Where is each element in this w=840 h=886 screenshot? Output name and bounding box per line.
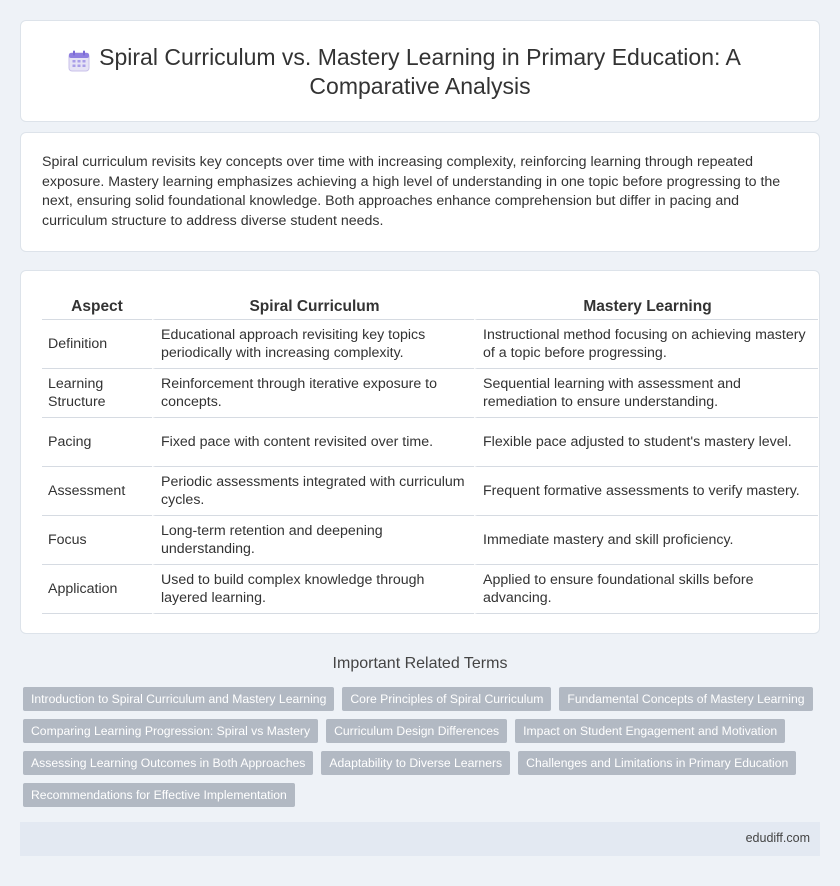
related-term-tag[interactable]: Assessing Learning Outcomes in Both Approaches	[23, 751, 313, 775]
related-terms-tags	[23, 687, 813, 815]
cell-mastery: Sequential learning with assessment and remediation to ensure understanding.	[474, 369, 818, 418]
cell-aspect: Application	[42, 565, 152, 614]
comparison-table	[42, 295, 818, 614]
tag-row	[23, 719, 813, 743]
cell-aspect: Assessment	[42, 467, 152, 516]
cell-mastery: Immediate mastery and skill proficiency.	[474, 516, 818, 565]
cell-spiral: Fixed pace with content revisited over time.	[152, 418, 474, 467]
header-mastery-learning: Mastery Learning	[474, 295, 818, 320]
header-spiral-curriculum: Spiral Curriculum	[152, 295, 474, 320]
intro-card	[20, 132, 820, 252]
header-card	[20, 20, 820, 122]
cell-mastery: Applied to ensure foundational skills before advancing.	[474, 565, 818, 614]
tag-row	[23, 783, 813, 807]
header-aspect: Aspect	[42, 295, 152, 320]
cell-spiral: Educational approach revisiting key topics periodically with increasing complexity.	[152, 320, 474, 369]
related-term-tag[interactable]: Introduction to Spiral Curriculum and Mastery Learning	[23, 687, 334, 711]
footer-site-name[interactable]: edudiff.com	[745, 831, 810, 845]
table-row	[42, 516, 818, 565]
page-title: Spiral Curriculum vs. Mastery Learning in Primary Education: A Comparative Analysis	[99, 44, 741, 99]
footer	[20, 822, 820, 856]
cell-spiral: Long-term retention and deepening understanding.	[152, 516, 474, 565]
table-row	[42, 369, 818, 418]
related-term-tag[interactable]: Recommendations for Effective Implementation	[23, 783, 295, 807]
cell-mastery: Instructional method focusing on achieving mastery of a topic before progressing.	[474, 320, 818, 369]
table-row	[42, 418, 818, 467]
cell-mastery: Flexible pace adjusted to student's mastery level.	[474, 418, 818, 467]
intro-paragraph: Spiral curriculum revisits key concepts over time with increasing complexity, reinforcing learning through repeated exposure. Mastery learning emphasizes achieving a high level of understanding in one topic before progressing to the next, ensuring solid foundational knowledge. Both approaches enhance comprehension but differ in pacing and curriculum structure to address diverse student needs.	[42, 154, 781, 229]
related-terms-title: Important Related Terms	[332, 655, 508, 672]
table-row	[42, 565, 818, 614]
table-header-row	[42, 295, 818, 320]
related-term-tag[interactable]: Adaptability to Diverse Learners	[321, 751, 510, 775]
related-term-tag[interactable]: Core Principles of Spiral Curriculum	[342, 687, 551, 711]
cell-aspect: Definition	[42, 320, 152, 369]
cell-spiral: Reinforcement through iterative exposure to concepts.	[152, 369, 474, 418]
table-row	[42, 320, 818, 369]
related-term-tag[interactable]: Challenges and Limitations in Primary Education	[518, 751, 796, 775]
tag-row	[23, 751, 813, 775]
cell-mastery: Frequent formative assessments to verify mastery.	[474, 467, 818, 516]
cell-aspect: Learning Structure	[42, 369, 152, 418]
cell-spiral: Periodic assessments integrated with curriculum cycles.	[152, 467, 474, 516]
related-term-tag[interactable]: Comparing Learning Progression: Spiral vs Mastery	[23, 719, 318, 743]
cell-aspect: Focus	[42, 516, 152, 565]
cell-aspect: Pacing	[42, 418, 152, 467]
related-term-tag[interactable]: Fundamental Concepts of Mastery Learning	[559, 687, 812, 711]
related-term-tag[interactable]: Impact on Student Engagement and Motivation	[515, 719, 785, 743]
cell-spiral: Used to build complex knowledge through layered learning.	[152, 565, 474, 614]
comparison-table-card	[20, 270, 820, 634]
related-term-tag[interactable]: Curriculum Design Differences	[326, 719, 507, 743]
tag-row	[23, 687, 813, 711]
table-row	[42, 467, 818, 516]
